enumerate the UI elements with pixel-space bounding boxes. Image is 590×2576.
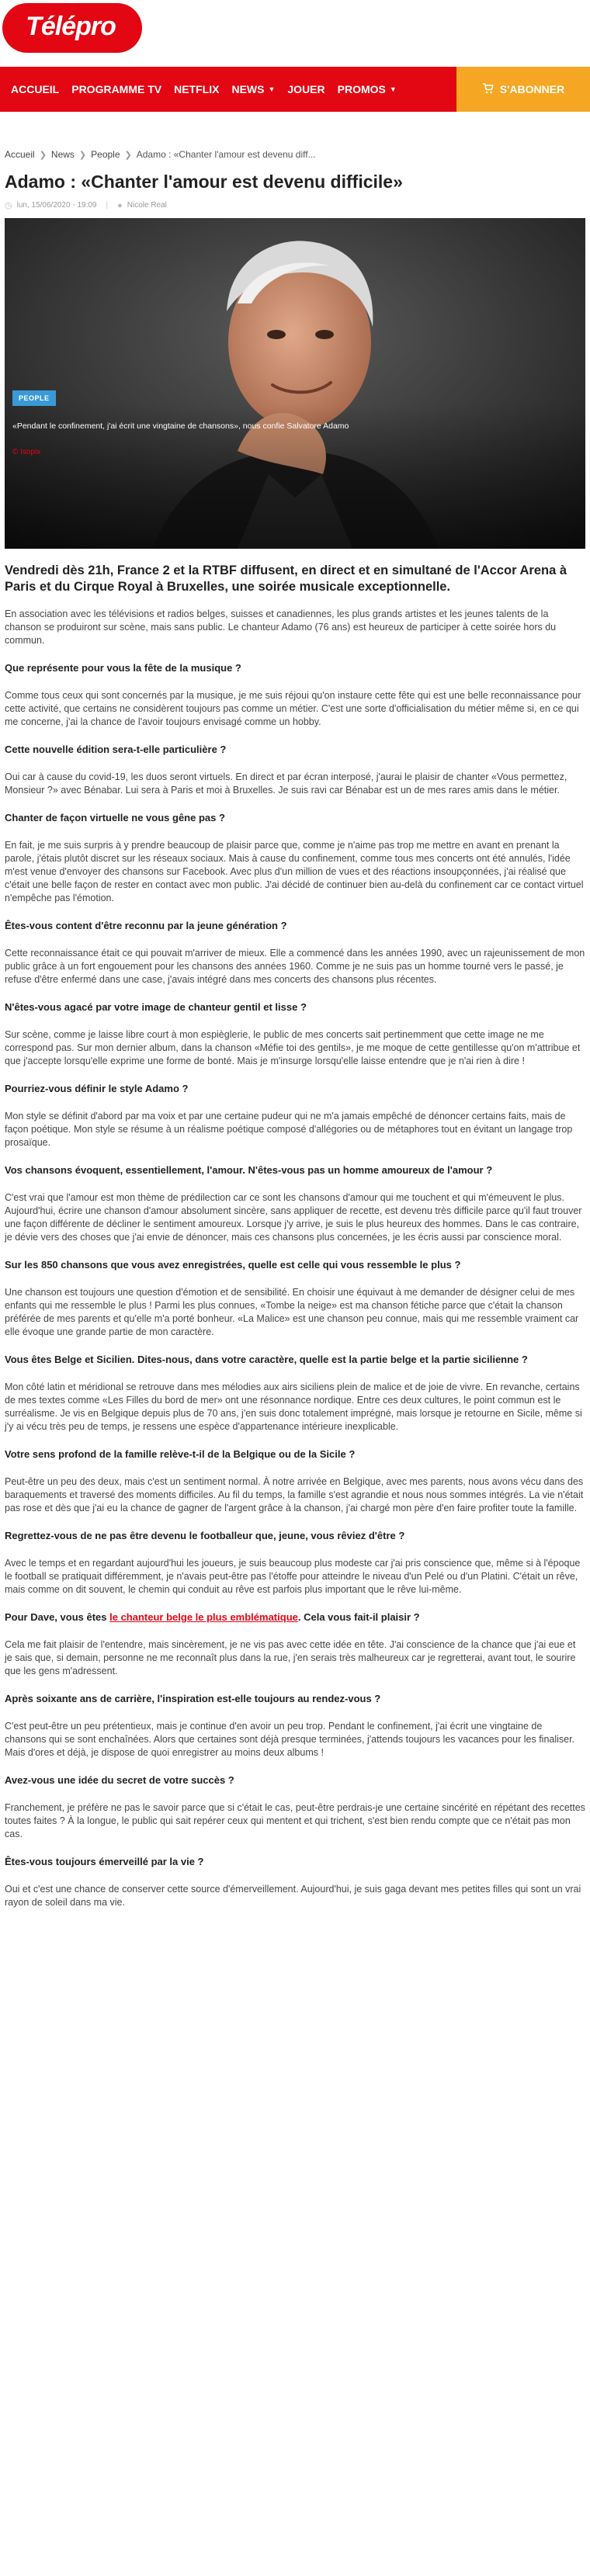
- answer: Comme tous ceux qui sont concernés par la musique, je me suis réjoui qu'on instaure cette fête qui est une belle reconnaissance pour cette activité, que certains ne considèrent toujours pas comme un métier. C'est une sorte d'officialisation du métier même si, en ce qui me concerne, j'ai la chance de l'avoir toujours envisagé comme un hobby.: [5, 690, 581, 727]
- nav-item-accueil[interactable]: [0, 67, 65, 112]
- answer: Oui car à cause du covid-19, les duos seront virtuels. En direct et par écran interposé, j'aurai le plaisir de chanter «Vous permettez, Monsieur ?» avec Bénabar. Lui sera à Paris et moi à Bruxelles. Je suis ravi car Bénabar est un de mes rares amis dans le métier.: [5, 771, 567, 796]
- clock-icon: ◷: [5, 201, 12, 210]
- logo-inner: [9, 9, 133, 43]
- question: Vous êtes Belge et Sicilien. Dites-nous, dans votre caractère, quelle est la partie belge et la partie sicilienne ?: [5, 1354, 528, 1365]
- nav-item-label: NETFLIX: [174, 83, 220, 95]
- breadcrumb-accueil[interactable]: Accueil: [5, 149, 35, 160]
- answer: Mon style se définit d'abord par ma voix et par une certaine pudeur qui ne m'a jamais empêché de dénoncer certains faits, mais de façon poétique. Mon style se résume à un réalisme poétique composé d'allégories ou de métaphores tout en évitant un langage trop prosaïque.: [5, 1111, 573, 1148]
- article-intro: En association avec les télévisions et radios belges, suisses et canadiennes, les plus grands artistes et les jeunes talents de la chanson se produiront sur scène, mais sans public. Le chanteur Adamo (76 ans) est heureux de participer à cette soirée hors du commun.: [5, 608, 557, 646]
- chevron-right-icon: ❯: [78, 150, 87, 160]
- breadcrumb: [0, 143, 590, 166]
- main-navigation: [0, 67, 590, 112]
- image-credit-text: © Isopix: [12, 448, 41, 456]
- question: Êtes-vous toujours émerveillé par la vie ?: [5, 1856, 204, 1867]
- emblematic-singer-link[interactable]: le chanteur belge le plus emblématique: [109, 1611, 298, 1623]
- caret-down-icon: ▼: [268, 85, 276, 93]
- chevron-right-icon: ❯: [39, 150, 47, 160]
- question: Cette nouvelle édition sera-t-elle particulière ?: [5, 744, 227, 755]
- nav-item-programme-tv[interactable]: [65, 67, 168, 112]
- answer: Franchement, je préfère ne pas le savoir parce que si c'était le cas, peut-être perdrais-je une certaine sincérité en répétant des recettes toutes faites ? À la longue, le public qui sait repérer ceux qui mentent et qui trichent, s'est bien rendu compte que ce n'était pas mon cas.: [5, 1802, 585, 1839]
- logo-text: Télépro: [26, 11, 116, 41]
- question-text: Pour Dave, vous êtes: [5, 1611, 110, 1623]
- answer: Sur scène, comme je laisse libre court à mon espièglerie, le public de mes concerts sait pertinemment que cette image ne me correspond pas. Sur mon dernier album, dans la chanson «Méfie toi des gentils», je me moque de cette gentillesse qu'on m'attribue et que j'accepte lorsqu'elle exprime une forme de bonté. Mais je m'insurge lorsqu'elle laisse entendre que je n'ai rien à dire !: [5, 1029, 581, 1066]
- category-badge[interactable]: PEOPLE: [12, 390, 56, 406]
- nav-item-label: JOUER: [287, 83, 325, 95]
- site-logo[interactable]: [2, 3, 142, 53]
- answer: C'est vrai que l'amour est mon thème de prédilection car ce sont les chansons d'amour qui me touchent et qui m'émeuvent le plus. Aujourd'hui, écrire une chanson d'amour absolument sincère, sans appliquer de recette, est devenu très difficile parce qu'il faut trouver une façon différente de décliner le sentiment amoureux. Lorsque j'y arrive, je suis le plus heureux des hommes. Dans le cas contraire, je dévie vers des choses que j'ai envie de dénoncer, mais ces chansons plus concernées, je les écris aussi par conscience moral.: [5, 1192, 582, 1243]
- question: Chanter de façon virtuelle ne vous gêne pas ?: [5, 812, 225, 823]
- answer: En fait, je me suis surpris à y prendre beaucoup de plaisir parce que, comme je n'aime pas trop me mettre en avant en prenant la parole, j'étais plutôt discret sur les réseaux sociaux. Mais à cause du confinement, comme tous mes concerts ont été annulés, l'idée m'est venue d'envoyer des chansons sur Facebook. Avec plus d'un million de vues et des réactions insoupçonnées, j'ai réalisé que c'était une belle façon de rester en contact avec mon public. J'ai décidé de continuer bien au-delà du confinement car ce contact virtuel n'empêche pas l'émotion.: [5, 840, 584, 903]
- answer: C'est peut-être un peu prétentieux, mais je continue d'en avoir un peu trop. Pendant le confinement, j'ai écrit une vingtaine de chansons qui se sont enchaînées. Alors que certaines sont déjà presque terminées, j'attends toujours les vacances pour les finaliser. Mais d'ores et déjà, je dispose de quoi enregistrer au moins deux albums !: [5, 1721, 575, 1758]
- subscribe-label: S'ABONNER: [499, 83, 565, 95]
- hero-image: [5, 218, 585, 549]
- image-caption: «Pendant le confinement, j'ai écrit une vingtaine de chansons», nous confie Salvatore Adamo: [12, 421, 349, 431]
- ad-spacer: [0, 112, 590, 143]
- question: Votre sens profond de la famille relève-t-il de la Belgique ou de la Sicile ?: [5, 1448, 356, 1460]
- cart-icon: [482, 83, 494, 96]
- question: Sur les 850 chansons que vous avez enregistrées, quelle est celle qui vous ressemble le plus ?: [5, 1259, 461, 1271]
- article-lead: Vendredi dès 21h, France 2 et la RTBF diffusent, en direct et en simultané de l'Accor Arena à Paris et du Cirque Royal à Bruxelles, une soirée musicale exceptionnelle.: [5, 563, 567, 594]
- breadcrumb-news[interactable]: News: [50, 149, 75, 160]
- question-text: . Cela vous fait-il plaisir ?: [297, 1611, 420, 1623]
- question: Regrettez-vous de ne pas être devenu le footballeur que, jeune, vous rêviez d'être ?: [5, 1530, 405, 1541]
- breadcrumb-current: Adamo : «Chanter l'amour est devenu diff...: [136, 149, 316, 160]
- nav-item-label: PROGRAMME TV: [71, 83, 162, 95]
- nav-item-label: PROMOS: [337, 83, 386, 95]
- question: Êtes-vous content d'être reconnu par la jeune génération ?: [5, 920, 287, 931]
- question: [5, 1610, 585, 1624]
- answer: Oui et c'est une chance de conserver cette source d'émerveillement. Aujourd'hui, je suis gaga devant mes petites filles qui sont un vrai rayon de soleil dans ma vie.: [5, 1884, 581, 1908]
- answer: Avec le temps et en regardant aujourd'hui les joueurs, je suis beaucoup plus modeste car j'ai pris conscience que, même si à l'époque le football se pratiquait différemment, je n'avais peut-être pas l'étoffe pour atteindre le niveau d'un Pelé ou d'un Platini. C'était un rêve, mais comme on dit souvent, le chemin qui conduit au rêve est parfois plus important que le rêve lui-même.: [5, 1558, 581, 1595]
- nav-item-news[interactable]: [225, 67, 281, 112]
- question: Après soixante ans de carrière, l'inspiration est-elle toujours au rendez-vous ?: [5, 1693, 381, 1704]
- article-meta: [0, 194, 590, 210]
- page-title: Adamo : «Chanter l'amour est devenu difficile»: [5, 172, 403, 192]
- nav-item-label: ACCUEIL: [11, 83, 60, 95]
- article-date: lun, 15/06/2020 - 19:09: [16, 201, 97, 210]
- question: Pourriez-vous définir le style Adamo ?: [5, 1083, 189, 1094]
- answer: Mon côté latin et méridional se retrouve dans mes mélodies aux airs siciliens plein de malice et de joie de vivre. En revanche, certains de mes textes comme «Les Filles du bord de mer» ont une résonnance nordique. Entre ces deux cultures, le point commun est le surréalisme. Je vis en Belgique depuis plus de 70 ans, j'en suis donc totalement imprégné, mais lorsque je retourne en Sicile, même si j'y ai vécu très peu de temps, je ressens une espèce d'appartenance intérieure inexplicable.: [5, 1382, 582, 1432]
- site-header: [0, 0, 590, 67]
- image-credit: [12, 448, 40, 456]
- answer: Cela me fait plaisir de l'entendre, mais sincèrement, je ne vis pas avec cette idée en tête. J'ai conscience de la chance que j'ai eue et je sais que, si demain, personne ne me reconnaît plus dans la rue, j'en serais très malheureux car je regretterai, avant tout, le sourire que les gens m'adressent.: [5, 1639, 576, 1676]
- question: Avez-vous une idée du secret de votre succès ?: [5, 1774, 234, 1786]
- question: Vos chansons évoquent, essentiellement, l'amour. N'êtes-vous pas un homme amoureux de l'amour ?: [5, 1164, 493, 1176]
- nav-item-promos[interactable]: [331, 67, 403, 112]
- answer: Cette reconnaissance était ce qui pouvait m'arriver de mieux. Elle a commencé dans les années 1990, avec un rajeunissement de mon public grâce à un fort engouement pour les chansons des années 1960. Comme je ne suis pas un homme tourné vers le passé, je refuse d'être enfermé dans une case, j'avais intégré dans mes concerts des chansons plus récentes.: [5, 948, 585, 985]
- question: N'êtes-vous agacé par votre image de chanteur gentil et lisse ?: [5, 1001, 307, 1013]
- caret-down-icon: ▼: [389, 85, 397, 93]
- answer: Peut-être un peu des deux, mais c'est un sentiment normal. À notre arrivée en Belgique, avec mes parents, nous avons vécu dans des baraquements et traversé des moments difficiles. Au fil du temps, la famille s'est agrandie et nous nous sommes intégrés. La vie n'était pas rose et dès que j'ai eu la chance de gagner de l'argent grâce à la chanson, j'ai chargé mon père d'en faire profiter toute la famille.: [5, 1476, 584, 1513]
- chevron-right-icon: ❯: [124, 150, 132, 160]
- article-body: [0, 549, 590, 1909]
- breadcrumb-people[interactable]: People: [91, 149, 120, 160]
- subscribe-button[interactable]: [456, 67, 590, 112]
- nav-item-netflix[interactable]: [168, 67, 225, 112]
- portrait-photo: [5, 218, 585, 549]
- nav-item-jouer[interactable]: [281, 67, 331, 112]
- question: Que représente pour vous la fête de la musique ?: [5, 662, 241, 674]
- article-author[interactable]: Nicole Real: [127, 201, 167, 210]
- answer: Une chanson est toujours une question d'émotion et de sensibilité. En choisir une équivaut à me demander de désigner celui de mes enfants qui me ressemble le plus ! Parmi les plus connues, «Tombe la neige» est ma chanson fétiche parce que c'était la chanson préférée de mes parents et qu'elle m'a porté bonheur. «La Malice» est une chanson peu connue, mais qui me ressemble vraiment car elle évoque une grande partie de mon caractère.: [5, 1287, 579, 1337]
- meta-divider: |: [106, 201, 109, 210]
- nav-item-label: NEWS: [231, 83, 265, 95]
- user-icon: ●: [117, 200, 123, 210]
